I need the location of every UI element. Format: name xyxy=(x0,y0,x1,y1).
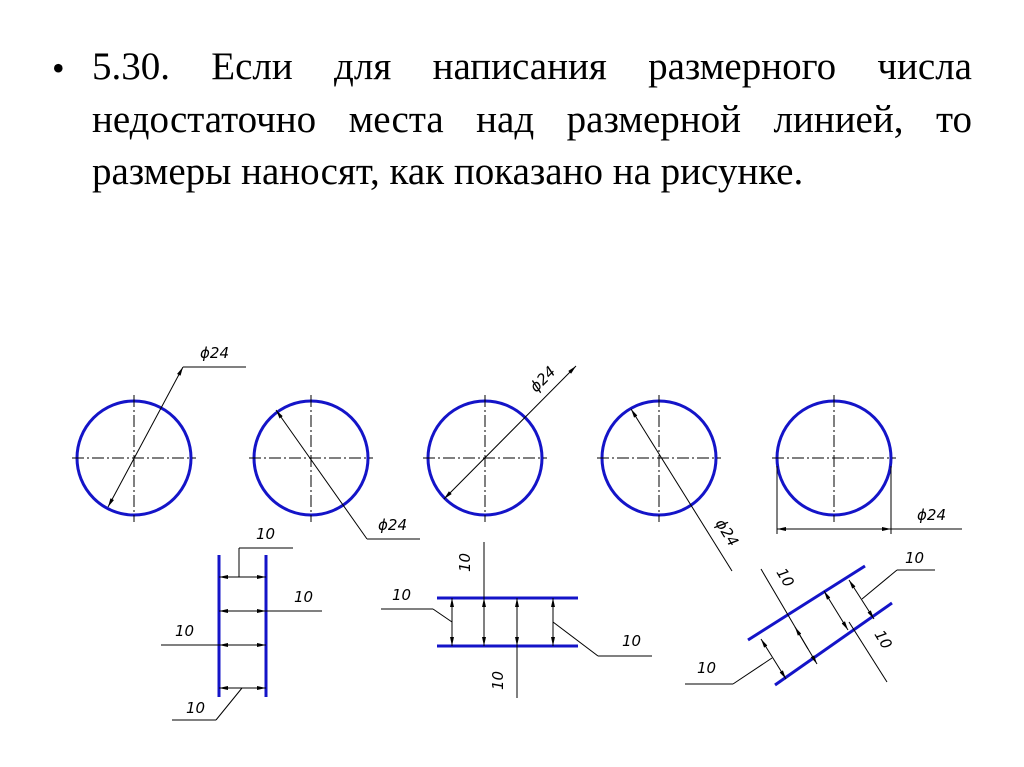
dimension-label: 10 xyxy=(186,699,206,717)
circle-example-4 xyxy=(597,395,742,571)
diameter-label: ϕ24 xyxy=(917,506,946,524)
diameter-label: ϕ24 xyxy=(711,515,743,550)
diameter-label: ϕ24 xyxy=(378,516,407,534)
horizontal-strip-example xyxy=(381,542,652,698)
circle-example-5 xyxy=(772,395,962,534)
dimension-label: 10 xyxy=(392,586,412,604)
dimension-label: 10 xyxy=(870,626,896,653)
dimension-label: 10 xyxy=(697,659,717,677)
circle-example-3 xyxy=(423,363,576,522)
dimension-label: 10 xyxy=(256,525,276,543)
slide-text: 5.30. Если для написания размерного числа недостаточно места над размерной линией, то размеры наносят, как показано на рисунке. xyxy=(92,45,972,193)
inclined-strip-example xyxy=(685,549,935,685)
dimension-label: 10 xyxy=(772,564,798,591)
dimension-label: 10 xyxy=(905,549,925,567)
circle-example-2 xyxy=(249,395,420,539)
circle-example-1 xyxy=(72,344,246,522)
diameter-label: ϕ24 xyxy=(526,362,560,396)
dimension-label: 10 xyxy=(175,622,195,640)
dimension-label: 10 xyxy=(456,552,474,572)
bullet-marker: • xyxy=(52,48,65,88)
diameter-label: ϕ24 xyxy=(200,344,229,362)
vertical-strip-example xyxy=(161,525,322,720)
dimension-label: 10 xyxy=(489,670,507,690)
dimension-label: 10 xyxy=(294,588,314,606)
dimension-label: 10 xyxy=(622,632,642,650)
